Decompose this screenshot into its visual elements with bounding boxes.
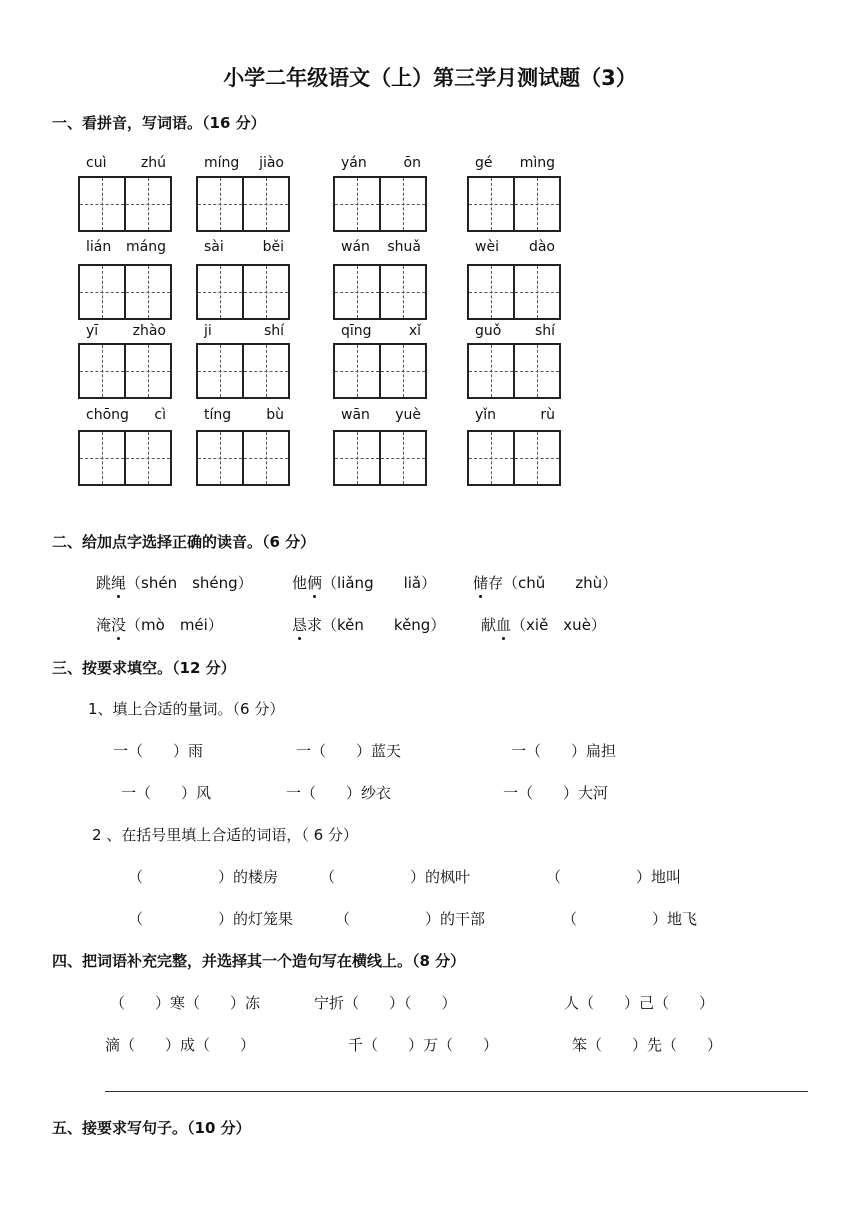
character-writing-grid[interactable] <box>467 176 561 232</box>
pinyin-label <box>475 407 555 423</box>
measure-word-item: 一（ ）雨 <box>113 742 204 760</box>
tianzige-cell[interactable] <box>80 178 124 230</box>
pinyin-syllable: zhào <box>132 323 166 339</box>
pinyin-label <box>341 323 421 339</box>
character-writing-grid[interactable] <box>78 343 172 399</box>
dotted-character: 储 <box>473 574 489 592</box>
measure-word-item: 一（ ）风 <box>121 784 212 802</box>
measure-word-item: 一（ ）蓝天 <box>296 742 402 760</box>
tianzige-cell[interactable] <box>513 178 559 230</box>
tianzige-cell[interactable] <box>469 432 513 484</box>
word-text: 求 <box>307 616 323 634</box>
pinyin-label <box>204 323 284 339</box>
answer-line[interactable] <box>105 1091 808 1092</box>
character-writing-grid[interactable] <box>78 264 172 320</box>
pinyin-syllable: ji <box>204 323 212 339</box>
character-writing-grid[interactable] <box>196 264 290 320</box>
character-writing-grid[interactable] <box>467 430 561 486</box>
idiom-item: 笨（ ）先（ ） <box>572 1036 723 1054</box>
tianzige-cell[interactable] <box>242 432 288 484</box>
pinyin-label <box>86 407 166 423</box>
tianzige-cell[interactable] <box>198 345 242 397</box>
tianzige-cell[interactable] <box>379 266 425 318</box>
section-3-heading: 三、按要求填空。（12 分） <box>52 659 236 677</box>
pinyin-label <box>475 239 555 255</box>
phrase-item: （ ）的楼房 <box>128 868 279 886</box>
character-writing-grid[interactable] <box>78 176 172 232</box>
character-writing-grid[interactable] <box>467 343 561 399</box>
idiom-item: （ ）寒（ ）冻 <box>110 994 261 1012</box>
idiom-item: 人（ ）己（ ） <box>564 994 715 1012</box>
dotted-character: 恳 <box>292 616 308 634</box>
tianzige-cell[interactable] <box>198 266 242 318</box>
section-2-heading: 二、给加点字选择正确的读音。（6 分） <box>52 533 316 551</box>
pinyin-syllable: yuè <box>395 407 421 423</box>
sub-question-2: 2 、在括号里填上合适的词语，（ 6 分） <box>92 826 358 844</box>
character-writing-grid[interactable] <box>333 343 427 399</box>
section-1-heading: 一、看拼音，写词语。（16 分） <box>52 114 266 132</box>
pinyin-label <box>341 407 421 423</box>
pinyin-syllable: tíng <box>204 407 232 423</box>
pinyin-options[interactable]: （kěn kěng） <box>322 616 446 634</box>
pinyin-syllable: wèi <box>475 239 499 255</box>
pinyin-syllable: zhú <box>140 155 166 171</box>
pinyin-label <box>86 155 166 171</box>
tianzige-cell[interactable] <box>513 432 559 484</box>
tianzige-cell[interactable] <box>513 266 559 318</box>
sub-question-1: 1、填上合适的量词。（6 分） <box>88 700 285 718</box>
character-writing-grid[interactable] <box>333 176 427 232</box>
tianzige-cell[interactable] <box>335 432 379 484</box>
word-text: 他 <box>292 574 308 592</box>
dotted-character: 血 <box>496 616 512 634</box>
tianzige-cell[interactable] <box>124 266 170 318</box>
word-text: 跳 <box>96 574 112 592</box>
pinyin-syllable: guǒ <box>475 323 502 339</box>
pronunciation-item <box>96 572 253 593</box>
pinyin-syllable: cì <box>154 407 166 423</box>
character-writing-grid[interactable] <box>196 430 290 486</box>
pinyin-syllable: běi <box>262 239 284 255</box>
pronunciation-item <box>481 614 606 635</box>
pinyin-syllable: rù <box>540 407 555 423</box>
pinyin-label <box>204 239 284 255</box>
tianzige-cell[interactable] <box>335 266 379 318</box>
pinyin-label <box>86 323 166 339</box>
pinyin-label <box>86 239 166 255</box>
measure-word-item: 一（ ）大河 <box>503 784 609 802</box>
character-writing-grid[interactable] <box>196 343 290 399</box>
phrase-item: （ ）地叫 <box>546 868 682 886</box>
pinyin-syllable: shí <box>534 323 555 339</box>
pinyin-syllable: mìng <box>519 155 555 171</box>
tianzige-cell[interactable] <box>469 345 513 397</box>
pinyin-syllable: lián <box>86 239 112 255</box>
tianzige-cell[interactable] <box>335 178 379 230</box>
tianzige-cell[interactable] <box>80 432 124 484</box>
tianzige-cell[interactable] <box>242 178 288 230</box>
page-title: 小学二年级语文（上）第三学月测试题（3） <box>223 66 637 90</box>
dotted-character: 俩 <box>307 574 323 592</box>
idiom-item: 滴（ ）成（ ） <box>105 1036 256 1054</box>
pinyin-label <box>341 239 421 255</box>
phrase-item: （ ）的干部 <box>335 910 486 928</box>
pinyin-syllable: bù <box>266 407 284 423</box>
word-text: 献 <box>481 616 497 634</box>
character-writing-grid[interactable] <box>78 430 172 486</box>
tianzige-cell[interactable] <box>124 432 170 484</box>
tianzige-cell[interactable] <box>379 432 425 484</box>
pinyin-syllable: dào <box>528 239 555 255</box>
section-4-heading: 四、把词语补充完整，并选择其一个造句写在横线上。（8 分） <box>52 952 466 970</box>
tianzige-cell[interactable] <box>80 266 124 318</box>
pinyin-syllable: yán <box>341 155 367 171</box>
pinyin-syllable: sài <box>204 239 224 255</box>
pinyin-syllable: míng <box>204 155 240 171</box>
tianzige-cell[interactable] <box>124 345 170 397</box>
tianzige-cell[interactable] <box>335 345 379 397</box>
measure-word-item: 一（ ）扁担 <box>511 742 617 760</box>
pinyin-syllable: ōn <box>403 155 421 171</box>
pronunciation-item <box>96 614 223 635</box>
pinyin-options[interactable]: （shén shéng） <box>126 574 253 592</box>
phrase-item: （ ）的枫叶 <box>320 868 471 886</box>
pinyin-options[interactable]: （mò méi） <box>126 616 223 634</box>
pronunciation-item <box>473 572 617 593</box>
word-text: 淹 <box>96 616 112 634</box>
tianzige-cell[interactable] <box>198 432 242 484</box>
pinyin-label <box>204 155 284 171</box>
tianzige-cell[interactable] <box>379 345 425 397</box>
pinyin-syllable: qīng <box>341 323 372 339</box>
pinyin-label <box>475 155 555 171</box>
pinyin-syllable: gé <box>475 155 493 171</box>
pinyin-label <box>204 407 284 423</box>
tianzige-cell[interactable] <box>124 178 170 230</box>
pronunciation-item <box>292 614 445 635</box>
word-text: 存 <box>488 574 504 592</box>
dotted-character: 绳 <box>111 574 127 592</box>
measure-word-item: 一（ ）纱衣 <box>286 784 392 802</box>
character-writing-grid[interactable] <box>333 430 427 486</box>
tianzige-cell[interactable] <box>513 345 559 397</box>
pinyin-syllable: máng <box>126 239 166 255</box>
dotted-character: 没 <box>111 616 127 634</box>
character-writing-grid[interactable] <box>467 264 561 320</box>
pinyin-syllable: jiào <box>259 155 284 171</box>
pinyin-options[interactable]: （chǔ zhù） <box>503 574 618 592</box>
pinyin-syllable: chōng <box>86 407 129 423</box>
pinyin-label <box>475 323 555 339</box>
pinyin-options[interactable]: （xiě xuè） <box>511 616 606 634</box>
tianzige-cell[interactable] <box>469 178 513 230</box>
tianzige-cell[interactable] <box>80 345 124 397</box>
idiom-item: 宁折（ ）（ ） <box>314 994 457 1012</box>
character-writing-grid[interactable] <box>196 176 290 232</box>
pinyin-syllable: yǐn <box>475 407 497 423</box>
pinyin-syllable: shí <box>263 323 284 339</box>
tianzige-cell[interactable] <box>242 345 288 397</box>
pinyin-options[interactable]: （liǎng liǎ） <box>322 574 437 592</box>
pinyin-syllable: shuǎ <box>387 239 421 255</box>
pinyin-label <box>341 155 421 171</box>
idiom-item: 千（ ）万（ ） <box>348 1036 499 1054</box>
pinyin-syllable: wān <box>341 407 370 423</box>
phrase-item: （ ）的灯笼果 <box>128 910 294 928</box>
tianzige-cell[interactable] <box>379 178 425 230</box>
pronunciation-item <box>292 572 436 593</box>
section-5-heading: 五、接要求写句子。（10 分） <box>52 1119 251 1137</box>
pinyin-syllable: cuì <box>86 155 107 171</box>
tianzige-cell[interactable] <box>198 178 242 230</box>
tianzige-cell[interactable] <box>469 266 513 318</box>
pinyin-syllable: yī <box>86 323 99 339</box>
pinyin-syllable: wán <box>341 239 370 255</box>
character-writing-grid[interactable] <box>333 264 427 320</box>
phrase-item: （ ）地飞 <box>562 910 698 928</box>
tianzige-cell[interactable] <box>242 266 288 318</box>
pinyin-syllable: xǐ <box>408 323 421 339</box>
